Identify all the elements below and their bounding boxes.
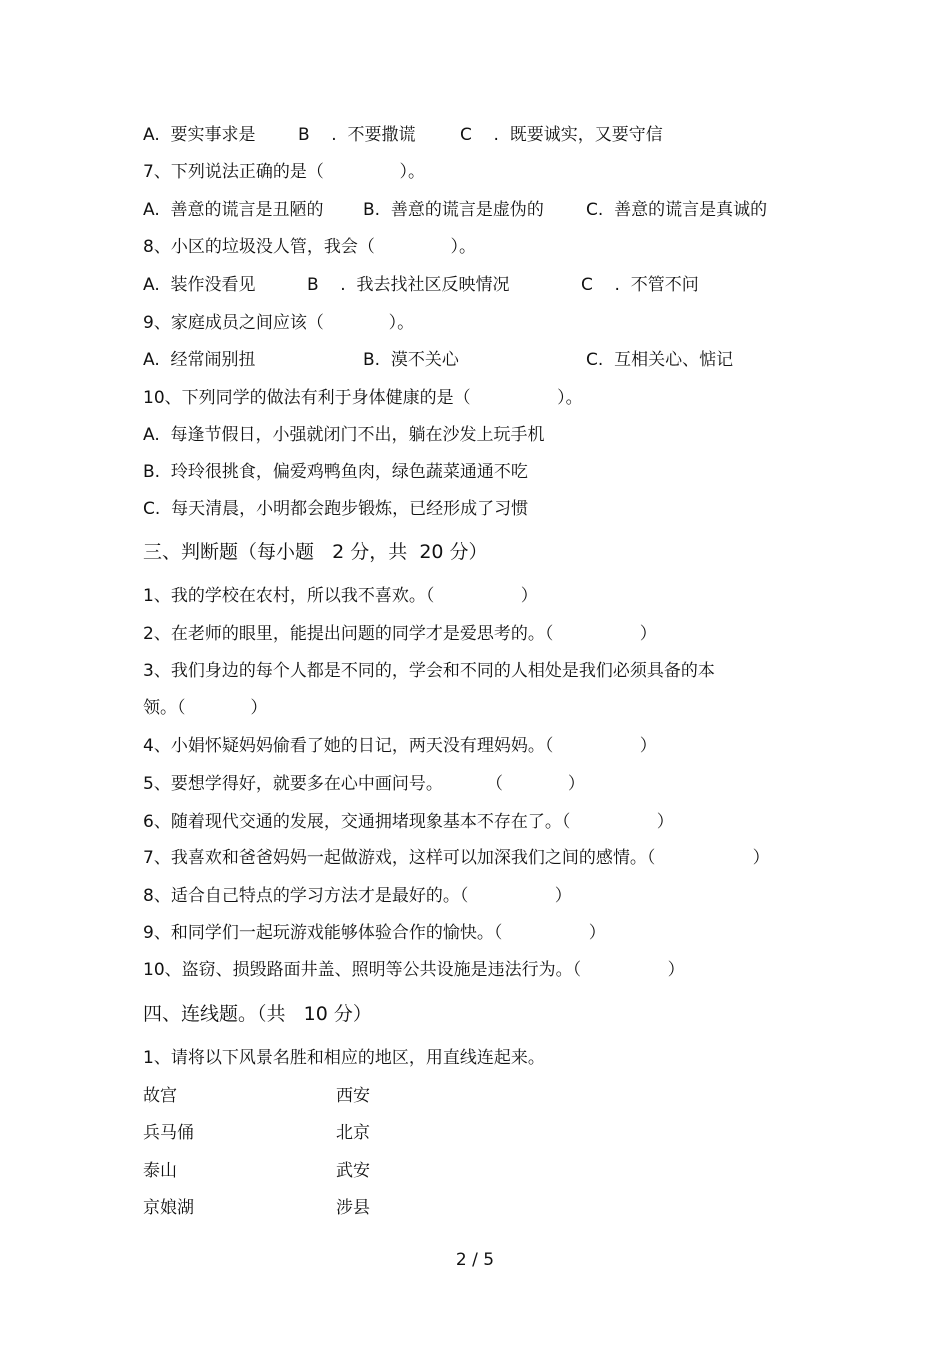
- q8-stem: 8、小区的垃圾没人管，我会（ ）。: [143, 237, 476, 257]
- matching-right-item: 涉县: [336, 1198, 370, 1218]
- judge-item-10: 10、盗窃、损毁路面井盖、照明等公共设施是违法行为。（ ）: [143, 960, 685, 980]
- judge-item-9: 9、和同学们一起玩游戏能够体验合作的愉快。（ ）: [143, 923, 606, 943]
- q9-option-c: C. 互相关心、惦记: [586, 350, 734, 370]
- matching-pair-row: [143, 1160, 543, 1182]
- page-number: 2 / 5: [455, 1250, 495, 1270]
- q9-stem: 9、家庭成员之间应该（ ）。: [143, 313, 415, 333]
- q10-option-b: B. 玲玲很挑食，偏爱鸡鸭鱼肉，绿色蔬菜通通不吃: [143, 462, 528, 482]
- q6-option-b: B . 不要撒谎: [298, 125, 416, 145]
- matching-pair-row: [143, 1122, 543, 1144]
- section4-title: 四、连线题。（共 10 分）: [143, 1003, 372, 1025]
- q8-option-c: C . 不管不问: [581, 275, 699, 295]
- q8-option-a: A. 装作没看见: [143, 275, 256, 295]
- q7-option-b: B. 善意的谎言是虚伪的: [363, 200, 544, 220]
- matching-right-item: 西安: [336, 1086, 370, 1106]
- judge-item-3-cont: 领。（ ）: [143, 698, 268, 718]
- q8-option-b: B . 我去找社区反映情况: [307, 275, 510, 295]
- matching-pair-row: [143, 1197, 543, 1219]
- matching-right-item: 北京: [336, 1123, 370, 1143]
- matching-pair-row: [143, 1085, 543, 1107]
- judge-item-3: 3、我们身边的每个人都是不同的，学会和不同的人相处是我们必须具备的本: [143, 661, 715, 681]
- q7-option-a: A. 善意的谎言是丑陋的: [143, 200, 324, 220]
- judge-item-8: 8、适合自己特点的学习方法才是最好的。（ ）: [143, 886, 572, 906]
- q6-option-c: C . 既要诚实，又要守信: [460, 125, 663, 145]
- matching-left-item: 泰山: [143, 1161, 177, 1181]
- q9-option-b: B. 漠不关心: [363, 350, 459, 370]
- q6-option-a: A. 要实事求是: [143, 125, 256, 145]
- q10-stem: 10、下列同学的做法有利于身体健康的是（ ）。: [143, 388, 583, 408]
- matching-right-item: 武安: [336, 1161, 370, 1181]
- judge-item-5: 5、要想学得好，就要多在心中画问号。 （ ）: [143, 774, 585, 794]
- judge-item-1: 1、我的学校在农村，所以我不喜欢。（ ）: [143, 586, 538, 606]
- q10-option-a: A. 每逢节假日，小强就闭门不出，躺在沙发上玩手机: [143, 425, 545, 445]
- q7-option-c: C. 善意的谎言是真诚的: [586, 200, 768, 220]
- section3-title: 三、判断题（每小题 2 分，共 20 分）: [143, 541, 488, 563]
- judge-item-4: 4、小娟怀疑妈妈偷看了她的日记，两天没有理妈妈。（ ）: [143, 736, 657, 756]
- matching-left-item: 京娘湖: [143, 1198, 194, 1218]
- q7-stem: 7、下列说法正确的是（ ）。: [143, 162, 425, 182]
- q10-option-c: C. 每天清晨，小明都会跑步锻炼，已经形成了习惯: [143, 499, 529, 519]
- matching-left-item: 兵马俑: [143, 1123, 194, 1143]
- matching-left-item: 故宫: [143, 1086, 177, 1106]
- matching-question-1: 1、请将以下风景名胜和相应的地区，用直线连起来。: [143, 1048, 545, 1068]
- judge-item-6: 6、随着现代交通的发展，交通拥堵现象基本不存在了。（ ）: [143, 812, 674, 832]
- judge-item-2: 2、在老师的眼里，能提出问题的同学才是爱思考的。（ ）: [143, 624, 657, 644]
- judge-item-7: 7、我喜欢和爸爸妈妈一起做游戏，这样可以加深我们之间的感情。（ ）: [143, 848, 770, 868]
- q9-option-a: A. 经常闹别扭: [143, 350, 256, 370]
